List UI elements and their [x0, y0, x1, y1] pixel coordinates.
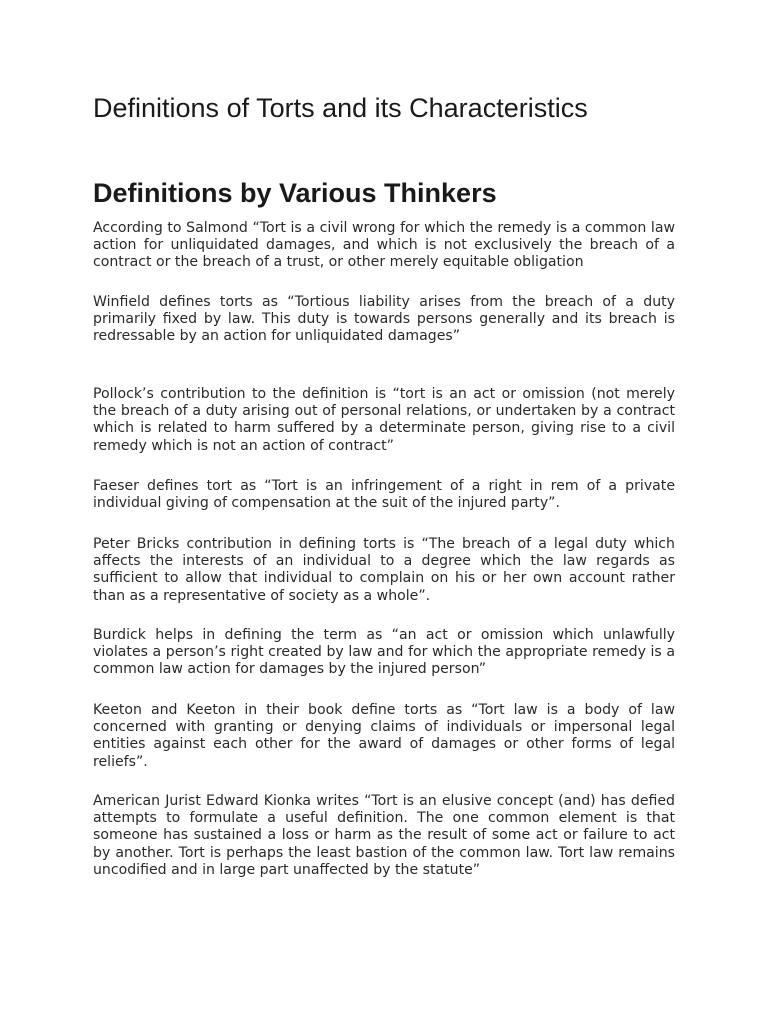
paragraph-peter-bricks: Peter Bricks contribution in defining torts is “The breach of a legal duty which affects the interests of an individual to a degree which the law regards as sufficient to allow that individual to complain on his or her own account rather than as a representative of society as a whole”.	[93, 536, 675, 604]
paragraph-burdick: Burdick helps in defining the term as “an act or omission which unlawfully violates a person’s right created by law and for which the appropriate remedy is a common law action for damages by the injured person”	[93, 627, 675, 678]
section-heading: Definitions by Various Thinkers	[93, 178, 497, 208]
paragraph-winfield: Winfield defines torts as “Tortious liability arises from the breach of a duty primarily fixed by law. This duty is towards persons generally and its breach is redressable by an action for unliquidated damages”	[93, 294, 675, 345]
paragraph-keeton: Keeton and Keeton in their book define torts as “Tort law is a body of law concerned with granting or denying claims of individuals or impersonal legal entities against each other for the award of damages or other forms of legal reliefs”.	[93, 702, 675, 770]
paragraph-salmond: According to Salmond “Tort is a civil wrong for which the remedy is a common law action for unliquidated damages, and which is not exclusively the breach of a contract or the breach of a trust, or other merely equitable obligation	[93, 220, 675, 271]
document-title: Definitions of Torts and its Characteristics	[93, 93, 588, 123]
paragraph-pollock: Pollock’s contribution to the definition is “tort is an act or omission (not merely the breach of a duty arising out of personal relations, or undertaken by a contract which is related to harm suffered by a determinate person, giving rise to a civil remedy which is not an action of contract”	[93, 386, 675, 454]
paragraph-kionka: American Jurist Edward Kionka writes “Tort is an elusive concept (and) has defied attempts to formulate a useful definition. The one common element is that someone has sustained a loss or harm as the result of some act or failure to act by another. Tort is perhaps the least bastion of the common law. Tort law remains uncodified and in large part unaffected by the statute”	[93, 793, 675, 878]
paragraph-faeser: Faeser defines tort as “Tort is an infringement of a right in rem of a private individual giving of compensation at the suit of the injured party”.	[93, 478, 675, 512]
